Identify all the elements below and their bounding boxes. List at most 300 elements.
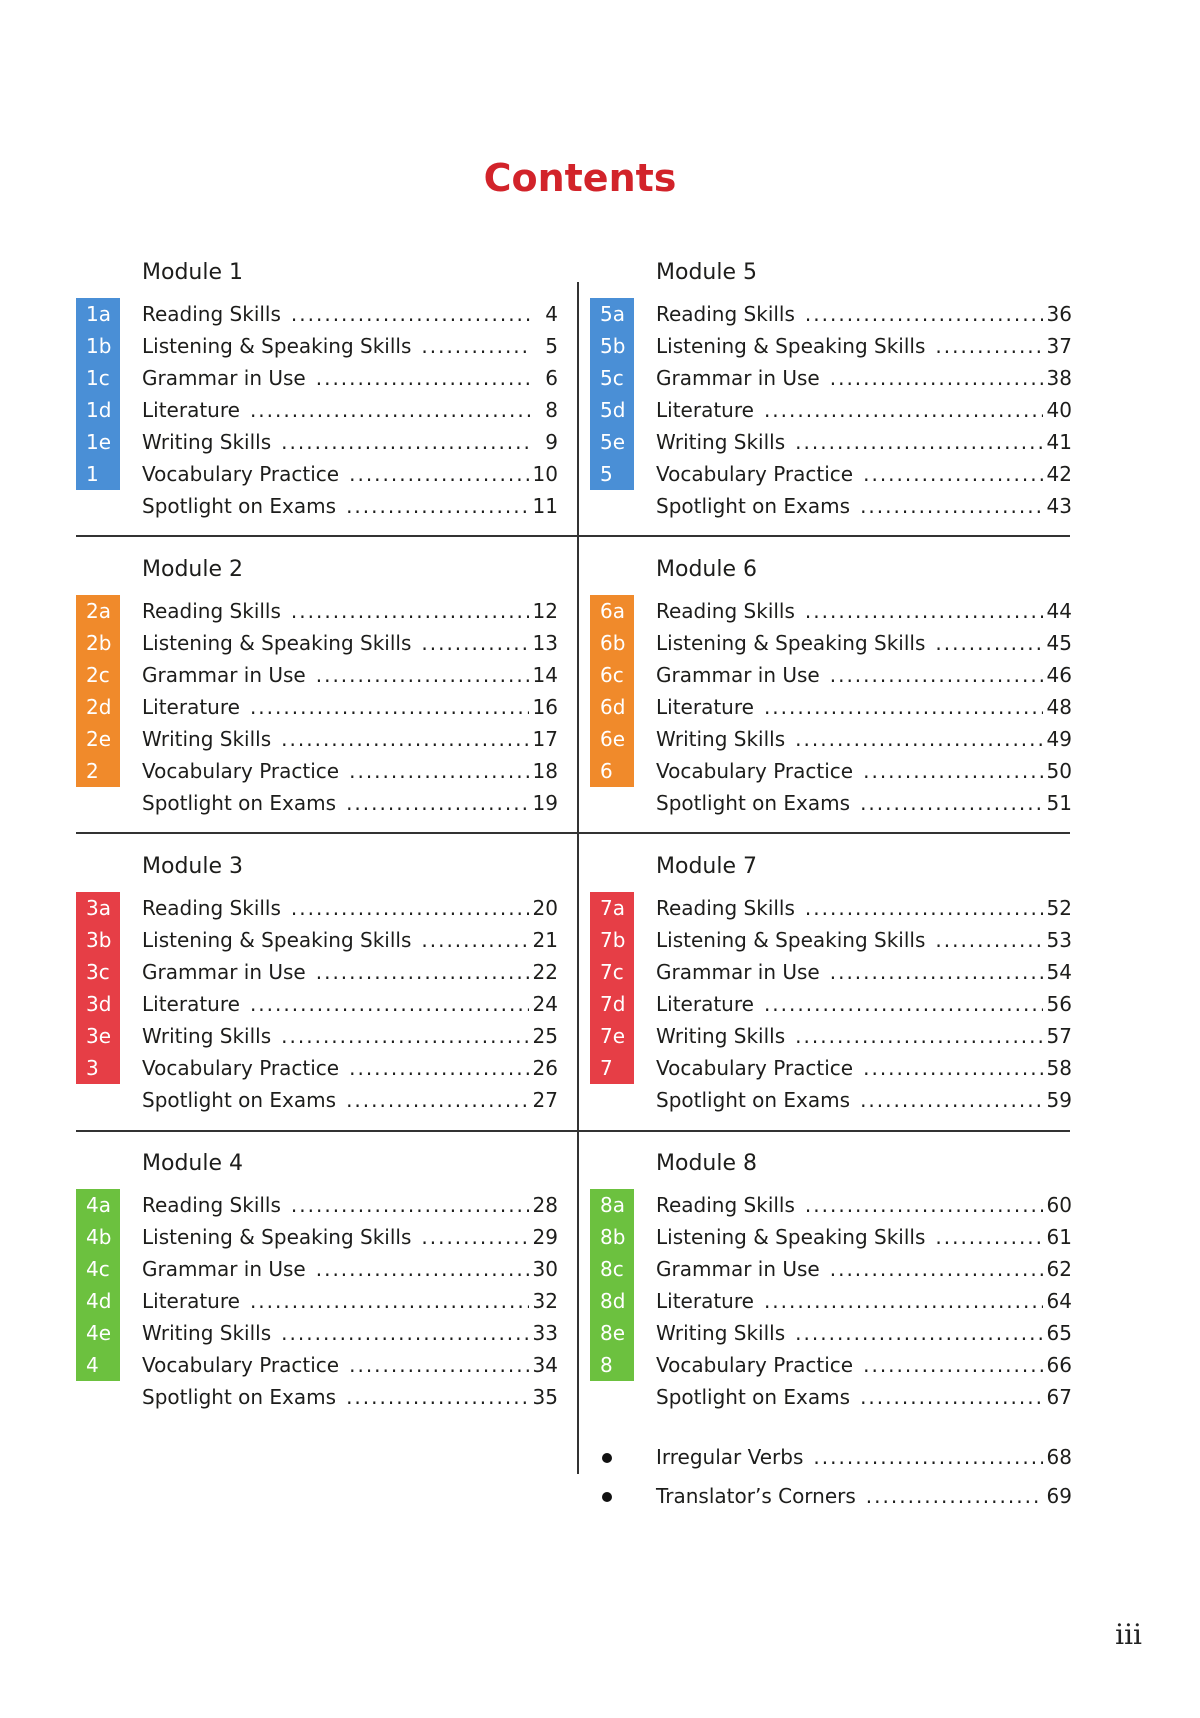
dot-leader <box>935 627 1042 659</box>
entry-label: Literature <box>142 992 240 1016</box>
entry-label: Vocabulary Practice <box>142 759 340 783</box>
entry-label: Spotlight on Exams <box>142 494 337 518</box>
entry-label: Reading Skills <box>142 599 281 623</box>
unit-tag: 7a <box>590 892 634 924</box>
entry-page: 33 <box>532 1321 558 1345</box>
entry-page: 59 <box>1046 1088 1072 1112</box>
toc-row[interactable] <box>590 394 1072 426</box>
extra-item[interactable] <box>590 1480 1072 1512</box>
bullet-icon <box>602 1453 612 1463</box>
toc-entry <box>656 1020 1072 1052</box>
entry-label: Reading Skills <box>142 302 281 326</box>
entry-page: 34 <box>532 1353 558 1377</box>
unit-tag: 8a <box>590 1189 634 1221</box>
toc-row[interactable] <box>590 490 1072 522</box>
dot-leader <box>316 956 529 988</box>
entry-page: 67 <box>1046 1385 1072 1409</box>
dot-leader <box>863 1052 1042 1084</box>
entry-page: 11 <box>532 494 558 518</box>
dot-leader <box>863 755 1042 787</box>
dot-leader <box>866 1480 1043 1512</box>
unit-tag: 6 <box>590 755 634 787</box>
dot-leader <box>860 787 1042 819</box>
unit-tag: 4b <box>76 1221 120 1253</box>
unit-tag: 6e <box>590 723 634 755</box>
dot-leader <box>316 659 529 691</box>
toc-row[interactable] <box>590 426 1072 458</box>
entry-label: Spotlight on Exams <box>142 791 337 815</box>
toc-row[interactable] <box>590 892 1072 924</box>
entry-label: Vocabulary Practice <box>142 1056 340 1080</box>
toc-row[interactable] <box>76 956 558 988</box>
toc-row[interactable] <box>76 755 558 787</box>
dot-leader <box>281 723 528 755</box>
toc-row[interactable] <box>76 458 558 490</box>
entry-page: 36 <box>1046 302 1072 326</box>
toc-row[interactable] <box>76 627 558 659</box>
unit-tag: 1a <box>76 298 120 330</box>
dot-leader <box>281 1020 528 1052</box>
entry-page: 44 <box>1046 599 1072 623</box>
dot-leader <box>421 330 530 362</box>
toc-row[interactable] <box>590 1221 1072 1253</box>
toc-entry <box>656 956 1072 988</box>
toc-entry <box>142 627 558 659</box>
toc-row[interactable] <box>76 892 558 924</box>
dot-leader <box>935 1221 1042 1253</box>
dot-leader <box>830 1253 1043 1285</box>
toc-row[interactable] <box>76 394 558 426</box>
column-divider <box>577 282 579 1474</box>
entry-label: Grammar in Use <box>656 366 820 390</box>
entry-page: 45 <box>1046 631 1072 655</box>
entry-page: 6 <box>545 366 558 390</box>
entry-label: Literature <box>656 1289 754 1313</box>
module-section <box>590 553 1072 819</box>
entry-label: Reading Skills <box>656 896 795 920</box>
entry-label: Vocabulary Practice <box>656 462 854 486</box>
entry-label: Literature <box>142 695 240 719</box>
toc-row[interactable] <box>590 988 1072 1020</box>
toc-entry <box>142 659 558 691</box>
toc-row[interactable] <box>76 1084 558 1116</box>
unit-tag: 5 <box>590 458 634 490</box>
toc-entry <box>656 627 1072 659</box>
toc-row[interactable] <box>76 1189 558 1221</box>
section-divider <box>76 535 1070 537</box>
entry-page: 32 <box>532 1289 558 1313</box>
entry-page: 66 <box>1046 1353 1072 1377</box>
unit-tag: 4a <box>76 1189 120 1221</box>
entry-page: 43 <box>1046 494 1072 518</box>
toc-row[interactable] <box>76 330 558 362</box>
toc-row[interactable] <box>76 691 558 723</box>
toc-entry <box>142 988 558 1020</box>
entry-page: 18 <box>532 759 558 783</box>
toc-row[interactable] <box>590 1052 1072 1084</box>
entry-label: Writing Skills <box>142 1321 272 1345</box>
entry-label: Listening & Speaking Skills <box>656 1225 926 1249</box>
entry-page: 28 <box>532 1193 558 1217</box>
entry-page: 61 <box>1046 1225 1072 1249</box>
unit-tag: 2d <box>76 691 120 723</box>
entry-page: 53 <box>1046 928 1072 952</box>
dot-leader <box>281 1317 528 1349</box>
toc-entry <box>656 394 1072 426</box>
dot-leader <box>795 723 1042 755</box>
entry-label: Spotlight on Exams <box>142 1088 337 1112</box>
dot-leader <box>935 924 1042 956</box>
unit-tag: 1d <box>76 394 120 426</box>
toc-row[interactable] <box>590 691 1072 723</box>
toc-row[interactable] <box>76 1349 558 1381</box>
dot-leader <box>830 362 1043 394</box>
entry-page: 19 <box>532 791 558 815</box>
dot-leader <box>805 595 1043 627</box>
entry-page: 13 <box>532 631 558 655</box>
entry-page: 37 <box>1046 334 1072 358</box>
section-divider <box>76 1130 1070 1132</box>
module-section <box>76 553 558 819</box>
entry-page: 17 <box>532 727 558 751</box>
toc-entry <box>142 1381 558 1413</box>
entry-label: Listening & Speaking Skills <box>656 334 926 358</box>
entry-page: 10 <box>532 462 558 486</box>
toc-row[interactable] <box>590 1349 1072 1381</box>
toc-entry <box>656 1253 1072 1285</box>
extra-item[interactable] <box>590 1441 1072 1473</box>
unit-tag: 4e <box>76 1317 120 1349</box>
toc-row[interactable] <box>590 298 1072 330</box>
toc-entry <box>656 892 1072 924</box>
toc-entry <box>656 755 1072 787</box>
toc-entry <box>142 458 558 490</box>
toc-row[interactable] <box>76 1317 558 1349</box>
module-section <box>76 1147 558 1413</box>
dot-leader <box>316 362 530 394</box>
entry-label: Grammar in Use <box>142 366 306 390</box>
unit-tag: 4c <box>76 1253 120 1285</box>
dot-leader <box>764 394 1043 426</box>
entry-label: Vocabulary Practice <box>142 462 340 486</box>
unit-tag: 5b <box>590 330 634 362</box>
module-section <box>590 256 1072 522</box>
toc-row[interactable] <box>590 1020 1072 1052</box>
dot-leader <box>421 627 528 659</box>
toc-row[interactable] <box>590 362 1072 394</box>
unit-tag: 8 <box>590 1349 634 1381</box>
unit-tag: 3b <box>76 924 120 956</box>
toc-row[interactable] <box>590 659 1072 691</box>
entry-label: Vocabulary Practice <box>142 1353 340 1377</box>
toc-entry <box>142 1253 558 1285</box>
toc-entry <box>142 330 558 362</box>
toc-row[interactable] <box>76 723 558 755</box>
entry-page: 24 <box>532 992 558 1016</box>
dot-leader <box>863 458 1042 490</box>
toc-entry <box>656 1285 1072 1317</box>
toc-row[interactable] <box>76 988 558 1020</box>
entry-label: Vocabulary Practice <box>656 759 854 783</box>
entry-label: Listening & Speaking Skills <box>142 631 412 655</box>
toc-entry <box>142 956 558 988</box>
entry-label: Reading Skills <box>656 599 795 623</box>
dot-leader <box>291 892 529 924</box>
toc-row[interactable] <box>590 787 1072 819</box>
unit-tag: 7e <box>590 1020 634 1052</box>
entry-label: Literature <box>142 398 240 422</box>
toc-row[interactable] <box>590 924 1072 956</box>
toc-entry <box>142 595 558 627</box>
entry-page: 16 <box>532 695 558 719</box>
toc-row[interactable] <box>590 627 1072 659</box>
toc-row[interactable] <box>76 298 558 330</box>
toc-entry <box>656 426 1072 458</box>
unit-tag: 7c <box>590 956 634 988</box>
toc-row[interactable] <box>590 1381 1072 1413</box>
dot-leader <box>421 1221 528 1253</box>
toc-entry <box>656 1381 1072 1413</box>
toc-row[interactable] <box>590 1189 1072 1221</box>
entry-label: Listening & Speaking Skills <box>656 631 926 655</box>
module-section <box>590 1147 1072 1413</box>
toc-entry <box>656 924 1072 956</box>
toc-row[interactable] <box>76 1052 558 1084</box>
entry-label: Listening & Speaking Skills <box>142 928 412 952</box>
entry-page: 46 <box>1046 663 1072 687</box>
entry-label: Literature <box>656 695 754 719</box>
toc-row[interactable] <box>76 787 558 819</box>
toc-entry <box>142 787 558 819</box>
dot-leader <box>316 1253 529 1285</box>
dot-leader <box>291 595 529 627</box>
entry-page: 65 <box>1046 1321 1072 1345</box>
entry-page: 12 <box>532 599 558 623</box>
entry-label: Listening & Speaking Skills <box>142 334 412 358</box>
entry-label: Spotlight on Exams <box>142 1385 337 1409</box>
entry-label: Reading Skills <box>142 896 281 920</box>
dot-leader <box>281 426 530 458</box>
toc-row[interactable] <box>590 1253 1072 1285</box>
unit-tag: 8e <box>590 1317 634 1349</box>
toc-row[interactable] <box>590 595 1072 627</box>
unit-tag: 2e <box>76 723 120 755</box>
entry-label: Grammar in Use <box>142 1257 306 1281</box>
toc-entry <box>656 691 1072 723</box>
entry-page: 56 <box>1046 992 1072 1016</box>
toc-entry <box>656 330 1072 362</box>
module-title: Module 4 <box>142 1151 243 1176</box>
dot-leader <box>860 490 1042 522</box>
toc-row[interactable] <box>76 1253 558 1285</box>
toc-row[interactable] <box>590 330 1072 362</box>
entry-page: 22 <box>532 960 558 984</box>
dot-leader <box>250 394 530 426</box>
entry-page: 68 <box>1046 1445 1072 1469</box>
page-number: iii <box>1115 1618 1142 1651</box>
toc-entry <box>656 1221 1072 1253</box>
entry-label: Writing Skills <box>142 727 272 751</box>
toc-entry <box>142 490 558 522</box>
dot-leader <box>349 755 528 787</box>
entry-page: 5 <box>545 334 558 358</box>
unit-tag: 7d <box>590 988 634 1020</box>
unit-tag: 7 <box>590 1052 634 1084</box>
entry-label: Writing Skills <box>142 1024 272 1048</box>
toc-entry <box>656 362 1072 394</box>
dot-leader <box>860 1084 1042 1116</box>
toc-entry <box>656 1441 1072 1473</box>
entry-page: 58 <box>1046 1056 1072 1080</box>
dot-leader <box>250 691 529 723</box>
toc-row[interactable] <box>590 1317 1072 1349</box>
dot-leader <box>795 426 1042 458</box>
module-title: Module 1 <box>142 260 243 285</box>
entry-page: 14 <box>532 663 558 687</box>
entry-page: 8 <box>545 398 558 422</box>
toc-entry <box>142 1285 558 1317</box>
entry-label: Translator’s Corners <box>656 1484 856 1508</box>
unit-tag: 6c <box>590 659 634 691</box>
entry-label: Listening & Speaking Skills <box>142 1225 412 1249</box>
entry-label: Writing Skills <box>656 1024 786 1048</box>
dot-leader <box>250 1285 529 1317</box>
entry-label: Spotlight on Exams <box>656 791 851 815</box>
toc-row[interactable] <box>76 490 558 522</box>
toc-row[interactable] <box>76 595 558 627</box>
toc-row[interactable] <box>590 755 1072 787</box>
unit-tag: 3a <box>76 892 120 924</box>
toc-entry <box>656 1317 1072 1349</box>
toc-entry <box>142 1189 558 1221</box>
toc-entry <box>142 723 558 755</box>
toc-entry <box>656 1189 1072 1221</box>
entry-label: Grammar in Use <box>142 960 306 984</box>
dot-leader <box>764 988 1043 1020</box>
entry-page: 20 <box>532 896 558 920</box>
toc-row[interactable] <box>76 1285 558 1317</box>
toc-entry <box>142 426 558 458</box>
entry-label: Listening & Speaking Skills <box>656 928 926 952</box>
unit-tag: 1 <box>76 458 120 490</box>
entry-label: Grammar in Use <box>656 960 820 984</box>
toc-entry <box>142 394 558 426</box>
unit-tag: 3c <box>76 956 120 988</box>
entry-label: Writing Skills <box>656 727 786 751</box>
entry-page: 25 <box>532 1024 558 1048</box>
entry-label: Irregular Verbs <box>656 1445 804 1469</box>
toc-row[interactable] <box>76 1221 558 1253</box>
toc-entry <box>656 458 1072 490</box>
dot-leader <box>795 1020 1042 1052</box>
module-title: Module 6 <box>656 557 757 582</box>
unit-tag: 5d <box>590 394 634 426</box>
entry-label: Literature <box>656 398 754 422</box>
toc-row[interactable] <box>590 458 1072 490</box>
entry-page: 29 <box>532 1225 558 1249</box>
toc-row[interactable] <box>76 1020 558 1052</box>
unit-tag: 2a <box>76 595 120 627</box>
toc-row[interactable] <box>76 1381 558 1413</box>
toc-row[interactable] <box>590 1084 1072 1116</box>
entry-label: Spotlight on Exams <box>656 494 851 518</box>
dot-leader <box>935 330 1042 362</box>
dot-leader <box>421 924 528 956</box>
toc-row[interactable] <box>590 956 1072 988</box>
toc-entry <box>142 892 558 924</box>
toc-row[interactable] <box>76 659 558 691</box>
toc-entry <box>656 988 1072 1020</box>
dot-leader <box>349 1349 528 1381</box>
entry-page: 52 <box>1046 896 1072 920</box>
unit-tag: 2b <box>76 627 120 659</box>
dot-leader <box>291 1189 529 1221</box>
dot-leader <box>346 490 528 522</box>
entry-page: 60 <box>1046 1193 1072 1217</box>
toc-entry <box>142 1349 558 1381</box>
module-section <box>590 850 1072 1116</box>
toc-row[interactable] <box>590 1285 1072 1317</box>
entry-page: 62 <box>1046 1257 1072 1281</box>
dot-leader <box>805 1189 1043 1221</box>
entry-label: Vocabulary Practice <box>656 1353 854 1377</box>
toc-entry <box>656 595 1072 627</box>
entry-page: 49 <box>1046 727 1072 751</box>
toc-entry <box>656 1084 1072 1116</box>
dot-leader <box>346 1381 528 1413</box>
entry-page: 27 <box>532 1088 558 1112</box>
entry-page: 48 <box>1046 695 1072 719</box>
toc-row[interactable] <box>76 924 558 956</box>
entry-label: Spotlight on Exams <box>656 1088 851 1112</box>
dot-leader <box>250 988 529 1020</box>
unit-tag: 6b <box>590 627 634 659</box>
toc-entry <box>142 755 558 787</box>
dot-leader <box>346 1084 528 1116</box>
entry-page: 57 <box>1046 1024 1072 1048</box>
dot-leader <box>349 1052 528 1084</box>
unit-tag: 3 <box>76 1052 120 1084</box>
toc-entry <box>142 1317 558 1349</box>
module-title: Module 3 <box>142 854 243 879</box>
entry-label: Reading Skills <box>142 1193 281 1217</box>
entry-label: Vocabulary Practice <box>656 1056 854 1080</box>
entry-page: 51 <box>1046 791 1072 815</box>
unit-tag: 5c <box>590 362 634 394</box>
unit-tag: 4 <box>76 1349 120 1381</box>
toc-entry <box>142 362 558 394</box>
entry-page: 26 <box>532 1056 558 1080</box>
toc-entry <box>656 1480 1072 1512</box>
unit-tag: 3e <box>76 1020 120 1052</box>
toc-row[interactable] <box>76 426 558 458</box>
unit-tag: 2c <box>76 659 120 691</box>
entry-label: Writing Skills <box>656 430 786 454</box>
unit-tag: 6d <box>590 691 634 723</box>
dot-leader <box>795 1317 1042 1349</box>
toc-entry <box>142 1084 558 1116</box>
entry-page: 40 <box>1046 398 1072 422</box>
toc-entry <box>142 1221 558 1253</box>
unit-tag: 5a <box>590 298 634 330</box>
entry-label: Grammar in Use <box>656 663 820 687</box>
entry-label: Reading Skills <box>656 1193 795 1217</box>
entry-page: 64 <box>1046 1289 1072 1313</box>
toc-row[interactable] <box>590 723 1072 755</box>
toc-row[interactable] <box>76 362 558 394</box>
unit-tag: 8d <box>590 1285 634 1317</box>
bullet-icon <box>602 1492 612 1502</box>
